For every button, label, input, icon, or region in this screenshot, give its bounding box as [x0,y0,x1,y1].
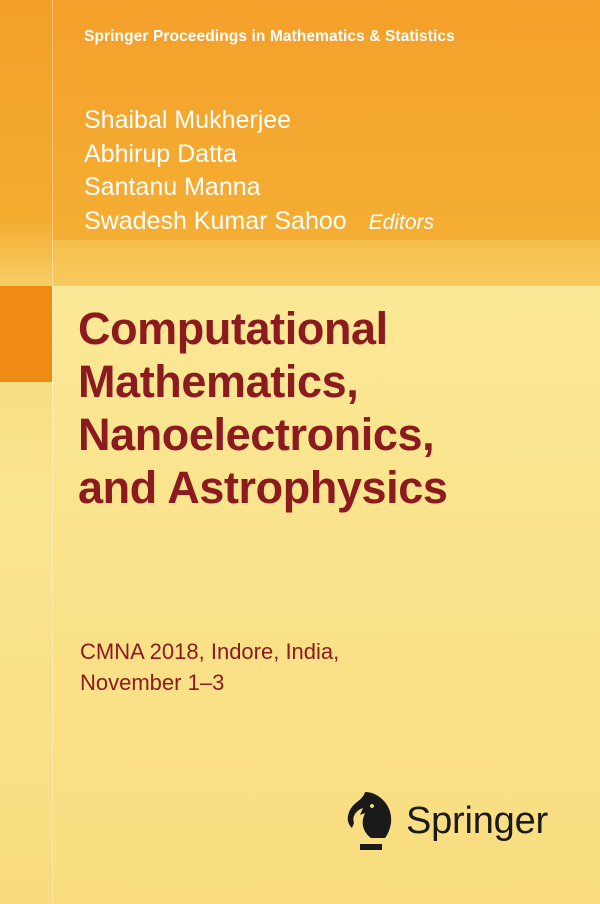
title-line: Computational [78,303,388,354]
title-line: and Astrophysics [78,462,448,514]
page-title [78,302,578,514]
editor-name-text: Santanu Manna [84,173,261,201]
editor-name-text: Shaibal Mukherjee [84,106,292,134]
spine-divider [52,0,53,904]
cover-spine [0,0,52,904]
publisher-logo [344,790,548,852]
title-line: Mathematics, [78,356,359,408]
editors-role-label: Editors [368,210,435,234]
subtitle-line: CMNA 2018, Indore, India, [80,639,340,664]
page-subtitle [80,636,560,698]
editor-name [84,171,564,205]
editor-name-text: Swadesh Kumar Sahoo [84,206,347,235]
title-line: Nanoelectronics, [78,409,435,461]
editor-name [84,138,564,172]
subtitle-line: November 1–3 [80,670,225,696]
editor-name [84,205,564,239]
editor-list [84,104,564,238]
editor-name-text: Abhirup Datta [84,139,237,168]
publisher-name: Springer [405,799,548,842]
series-title: Springer Proceedings in Mathematics & Statistics [84,28,455,45]
spine-accent-block [0,286,52,382]
springer-knight-icon [344,790,396,852]
editor-name [84,104,564,138]
